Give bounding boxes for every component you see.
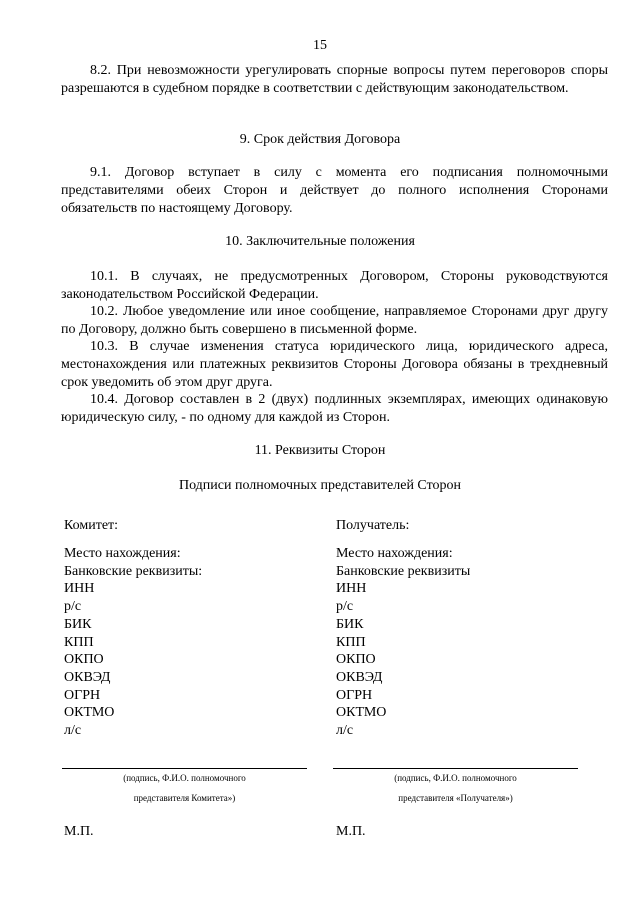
paragraph-10-1: 10.1. В случаях, не предусмотренных Договором, Стороны руководствуются законодательством Российской Федерации.	[61, 269, 608, 302]
right-party-requisites	[336, 545, 586, 740]
right-field: ОКПО	[336, 652, 376, 668]
right-signature-caption: представителя «Получателя»)	[398, 793, 513, 803]
right-field: р/с	[336, 599, 354, 615]
paragraph-9-1: 9.1. Договор вступает в силу с момента его подписания полномочными представителями обеих Сторон и действует до полного исполнения Сторонами обязательств по настоящему Договору.	[61, 165, 608, 216]
section-10-heading: 10. Заключительные положения	[225, 234, 415, 249]
page-number: 15	[313, 38, 327, 53]
left-signature-caption: представителя Комитета»)	[133, 793, 236, 803]
right-field: БИК	[336, 616, 364, 632]
left-signature-caption: (подпись, Ф.И.О. полномочного	[123, 773, 246, 783]
paragraph-8-2: 8.2. При невозможности урегулировать спорные вопросы путем переговоров споры разрешаются в судебном порядке в соответствии с действующим законодательством.	[61, 63, 608, 96]
left-field: КПП	[64, 634, 94, 650]
left-field: Банковские реквизиты:	[64, 563, 203, 579]
right-field: ОГРН	[336, 687, 373, 703]
paragraph-10-3: 10.3. В случае изменения статуса юридического лица, юридического адреса, местонахождения или платежных реквизитов Стороны Договора обязаны в трехдневный срок уведомить об этом друг друга.	[61, 339, 608, 390]
left-field: ОГРН	[64, 687, 101, 703]
right-stamp-place: М.П.	[336, 824, 366, 839]
left-field: ИНН	[64, 581, 95, 597]
right-field: Место нахождения:	[336, 546, 453, 561]
section-11-heading: 11. Реквизиты Сторон	[254, 443, 386, 458]
left-party-title: Комитет:	[64, 518, 119, 533]
right-field: КПП	[336, 634, 366, 650]
paragraph-10-2: 10.2. Любое уведомление или иное сообщение, направляемое Сторонами друг другу по Договору, должно быть совершено в письменной форме.	[61, 304, 608, 337]
signatures-heading: Подписи полномочных представителей Сторон	[178, 478, 462, 493]
right-field: Банковские реквизиты	[336, 563, 471, 579]
right-signature-caption: (подпись, Ф.И.О. полномочного	[394, 773, 517, 783]
left-field: ОКВЭД	[64, 669, 111, 685]
right-party-block	[336, 517, 586, 740]
right-signature-line	[333, 768, 578, 769]
right-party-title: Получатель:	[336, 518, 410, 533]
left-field: ОКТМО	[64, 705, 115, 721]
right-field: ОКВЭД	[336, 669, 383, 685]
left-stamp-place: М.П.	[64, 824, 94, 839]
section-9-heading: 9. Срок действия Договора	[239, 132, 401, 147]
left-signature-line	[62, 768, 307, 769]
left-party-requisites	[64, 545, 314, 740]
left-field: р/с	[64, 599, 82, 615]
left-party-block	[64, 517, 314, 740]
left-field: ОКПО	[64, 652, 104, 668]
left-field: БИК	[64, 616, 92, 632]
paragraph-10-4: 10.4. Договор составлен в 2 (двух) подлинных экземплярах, имеющих одинаковую юридическую силу, - по одному для каждой из Сторон.	[61, 392, 608, 425]
right-field: ОКТМО	[336, 705, 387, 721]
right-field: л/с	[336, 723, 354, 739]
left-field: л/с	[64, 723, 82, 739]
left-field: Место нахождения:	[64, 546, 181, 561]
right-field: ИНН	[336, 581, 367, 597]
